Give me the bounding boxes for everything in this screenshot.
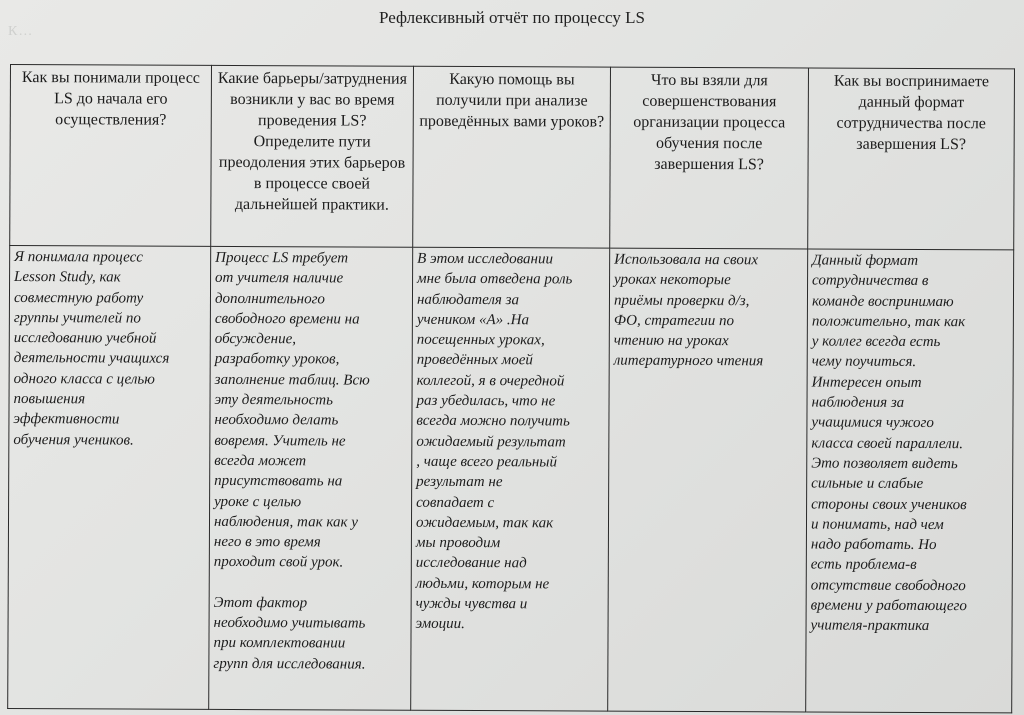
answer-text: В этом исследовании мне была отведена роль наблюдателя за учеником «А» .На посещенных уроках, проведённых моей коллегой, я в очередной раз убедилась, что не всегда можно получить ожидаемый результат , чаще всего реальный результат не совпадает с ожидаемым, так как мы проводим исследование над людьми, которым не чужды чувства и эмоции. [415,250,573,633]
answer-cell [411,247,610,711]
header-cell: Что вы взяли для совершенствования организации процесса обучения после завершения LS? [610,67,809,249]
answer-cell [8,246,211,710]
table-row [8,246,1014,713]
answer-cell [806,249,1014,713]
answer-note: Этот фактор необходимо учитывать при комплектовании групп для исследования. [213,594,366,673]
answer-cell [209,246,413,710]
reflection-table [7,64,1015,713]
answer-text: Использовала на своих уроках некоторые приёмы проверки д/з, ФО, стратегии по чтению на уроках литературного чтения [613,251,764,370]
header-cell: Как вы воспринимаете данный формат сотрудничества после завершения LS? [808,68,1015,250]
header-cell: Какие барьеры/затруднения возникли у вас во время проведения LS? Определите пути преодоления этих барьеров в процессе своей дальнейшей практики. [211,65,414,247]
answer-text: Я понимала процесс Lesson Study, как совместную работу группы учителей по исследованию учебной деятельности учащихся одного класса с целью повышения эффективности обучения учеников. [13,249,170,449]
table-header-row [10,65,1015,250]
answer-cell [608,248,808,712]
header-cell: Какую помощь вы получили при анализе проведённых вами уроков? [413,66,611,248]
document-title: Рефлексивный отчёт по процессу LS [379,8,645,27]
header-cell: Как вы понимали процесс LS до начала его осуществления? [10,65,212,247]
answer-text: Процесс LS требует от учителя наличие дополнительного свободного времени на обсуждение, разработку уроков, заполнение таблиц. Всю эту деятельность необходимо делать вовремя. Учитель не всегда может присутствовать на уроке с целью наблюдения, так как у него в это время проходит свой урок. [213,249,370,571]
faint-bleed-text: К… [8,24,34,39]
answer-text: Данный формат сотрудничества в команде воспринимаю положительно, так как у коллег всегда есть чему поучиться. Интересен опыт наблюдения за учащимися чужого класса своей параллели. Это позволяет видеть сильные и слабые стороны своих учеников и понимать, над чем надо работать. Но есть проблема-в отсутствие свободного времени у работающего учителя-практика [810,252,967,635]
